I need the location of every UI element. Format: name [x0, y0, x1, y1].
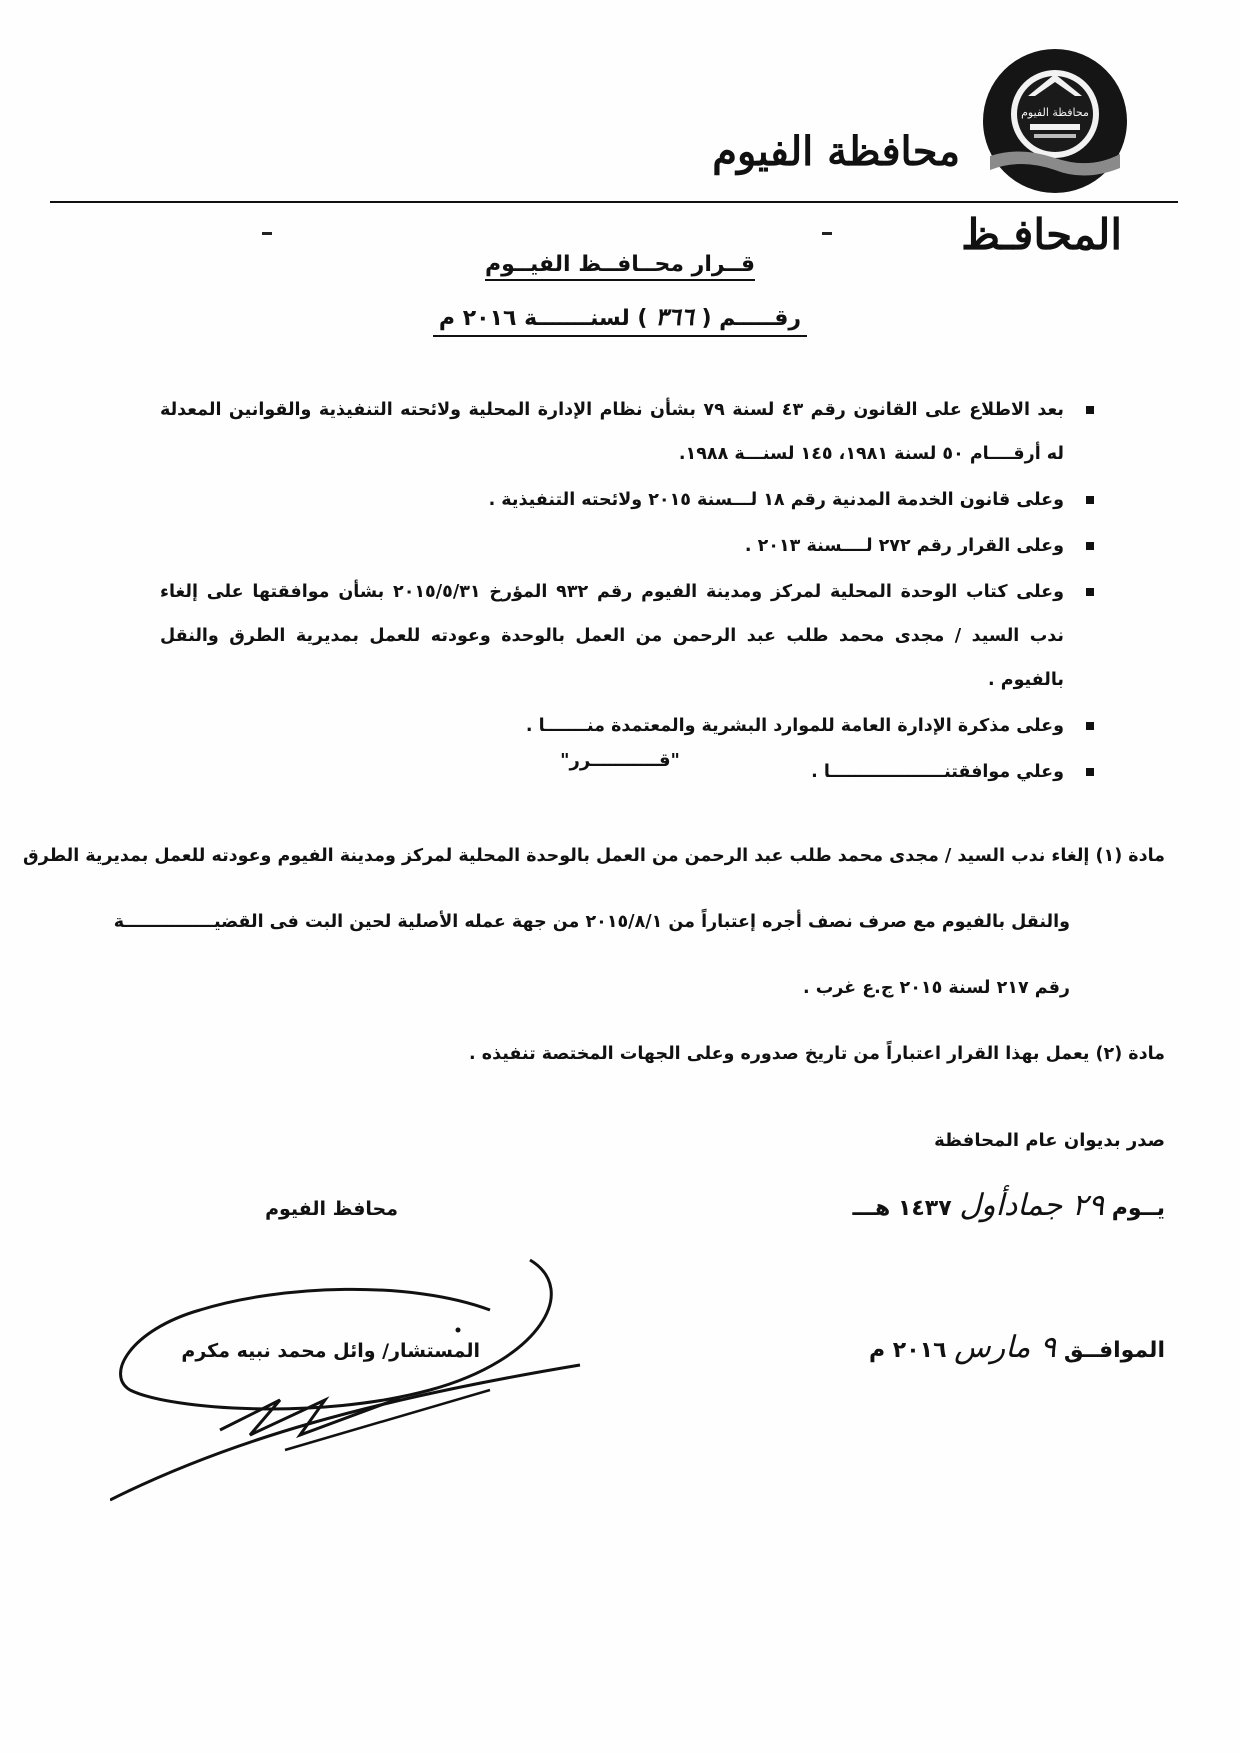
issued-at: صدر بديوان عام المحافظة: [934, 1130, 1165, 1151]
decree-number-handwritten: ٣٦٦: [655, 302, 694, 331]
governorate-name: محافظة الفيوم: [712, 128, 960, 175]
hijri-date: [852, 1188, 1165, 1223]
hijri-handwritten: ٢٩ جمادأول: [959, 1188, 1105, 1223]
signer-name: المستشار/ وائل محمد نبيه مكرم: [181, 1340, 480, 1362]
governor-label: المحافـظ: [961, 210, 1122, 259]
governorate-emblem-icon: [980, 46, 1130, 196]
header-divider: [50, 201, 1178, 203]
decides-heading: "قـــــــــــرر": [560, 750, 680, 771]
gregorian-suffix: ٢٠١٦ م: [868, 1338, 947, 1363]
gregorian-date: [869, 1330, 1165, 1365]
decree-number-line: [433, 302, 807, 337]
hijri-suffix: ١٤٣٧ هـــ: [852, 1196, 952, 1221]
decree-number-suffix: ) لسنـــــــة ٢٠١٦ م: [438, 306, 648, 331]
preamble-list: [160, 388, 1100, 796]
mark: [262, 232, 272, 235]
gregorian-handwritten: ٩ مارس: [954, 1330, 1057, 1365]
gregorian-prefix: الموافــق: [1063, 1338, 1165, 1363]
preamble-item: وعلى مذكرة الإدارة العامة للموارد البشرية والمعتمدة منـــــــا .: [160, 704, 1100, 748]
decree-title: [0, 252, 1240, 277]
article-1-line-3: رقم ٢١٧ لسنة ٢٠١٥ ج.ع غرب .: [802, 978, 1070, 998]
article-1-line-2: والنقل بالفيوم مع صرف نصف أجره إعتباراً من ٢٠١٥/٨/١ من جهة عمله الأصلية لحين البت فى القضيـــــــــــــــة: [113, 912, 1070, 932]
signer-title: محافظ الفيوم: [265, 1198, 398, 1220]
decree-number: [0, 302, 1240, 337]
mark: [822, 232, 832, 235]
preamble-item: وعلى كتاب الوحدة المحلية لمركز ومدينة الفيوم رقم ٩٣٢ المؤرخ ٢٠١٥/٥/٣١ بشأن موافقتها على إلغاء ندب السيد / مجدى محمد طلب عبد الرحمن من العمل بالوحدة وعودته للعمل بمديرية الطرق والنقل بالفيوم .: [160, 570, 1100, 702]
preamble-item: بعد الاطلاع على القانون رقم ٤٣ لسنة ٧٩ بشأن نظام الإدارة المحلية ولائحته التنفيذية والقوانين المعدلة له أرقــــام ٥٠ لسنة ١٩٨١، ١٤٥ لسنـــة ١٩٨٨.: [160, 388, 1100, 476]
preamble-item: وعلي موافقتنـــــــــــــــــــا .: [160, 750, 1100, 794]
emblem-text: محافظة الفيوم: [1021, 106, 1089, 119]
handwritten-signature: [110, 1250, 590, 1510]
decree-number-prefix: رقـــــم (: [701, 306, 802, 331]
preamble-item: وعلى قانون الخدمة المدنية رقم ١٨ لـــسنة ٢٠١٥ ولائحته التنفيذية .: [160, 478, 1100, 522]
hijri-prefix: يــوم: [1111, 1196, 1165, 1221]
article-1-line-1: مادة (١) إلغاء ندب السيد / مجدى محمد طلب عبد الرحمن من العمل بالوحدة المحلية لمركز ومدينة الفيوم وعودته للعمل بمديرية الطرق: [23, 846, 1165, 866]
decree-title-text: قــرار محــافــظ الفيــوم: [485, 252, 755, 281]
article-2: مادة (٢) يعمل بهذا القرار اعتباراً من تاريخ صدوره وعلى الجهات المختصة تنفيذه .: [469, 1044, 1165, 1064]
preamble-item: وعلى القرار رقم ٢٧٢ لــــسنة ٢٠١٣ .: [160, 524, 1100, 568]
